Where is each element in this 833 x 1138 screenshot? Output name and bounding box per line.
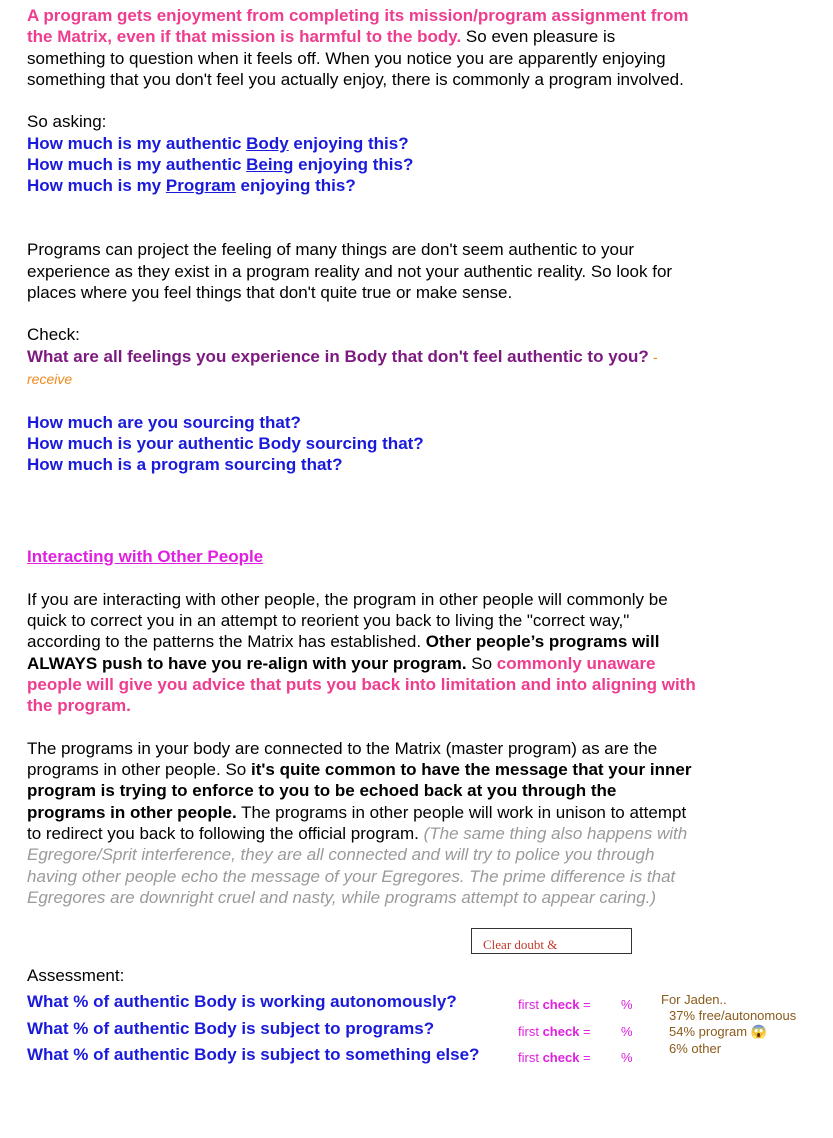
- highlight-program-enjoyment: A program gets enjoyment from completing its mission/program assignment from the Matrix, even if that mission is harmful to the body.: [27, 6, 689, 47]
- link-body[interactable]: Body: [246, 133, 289, 153]
- assessment-question-autonomous: What % of authentic Body is working autonomously?: [27, 992, 457, 1011]
- paragraph-programs-project: Programs can project the feeling of many things are don't seem authentic to your experience as they exist in a program reality and not your authentic reality. So look for places where you feel things that don't quite true or make sense.: [27, 240, 673, 302]
- sourcing-question-program: How much is a program sourcing that?: [27, 455, 343, 475]
- assessment-label: Assessment:: [27, 966, 125, 985]
- receive-note: -receive: [27, 348, 658, 388]
- note-program: 54% program 😱: [669, 1024, 767, 1039]
- sourcing-question-you: How much are you sourcing that?: [27, 412, 301, 432]
- paragraph-program-enjoyment: [27, 5, 697, 90]
- check-label: Check:: [27, 325, 80, 345]
- paragraph-program-enjoyment-text: So even pleasure is something to question when it feels off. When you notice you are apparently enjoying something that you don't feel you actually enjoy, there is commonly a program involved.: [27, 27, 684, 89]
- check-question: What are all feelings you experience in Body that don't feel authentic to you? -receive: [27, 346, 658, 388]
- note-free-autonomous: 37% free/autonomous: [669, 1008, 797, 1023]
- section-heading-other-people[interactable]: Interacting with Other People: [27, 547, 264, 567]
- percent-sign-3: %: [621, 1050, 633, 1065]
- percent-sign-2: %: [621, 1024, 633, 1039]
- question-program-enjoying: How much is my Program enjoying this?: [27, 176, 356, 196]
- paragraph-matrix-connection: The programs in your body are connected to the Matrix (master program) as are the programs in other people. So it's quite common to have the message that your inner program is trying to enforce to you to be echoed back at you through the programs in other people. The programs in other people will work in unison to attempt to redirect you back to following the official program. (The same thing also happens with Egregore/Sprit interference, they are all connected and will try to police you through having other people echo the message of your Egregores. The prime difference is that Egregores are downright cruel and nasty, while programs attempt to appear caring.): [27, 738, 692, 907]
- link-program[interactable]: Program: [165, 176, 236, 196]
- assessment-question-programs: What % of authentic Body is subject to programs?: [27, 1019, 435, 1038]
- note-other: 6% other: [669, 1041, 722, 1056]
- sourcing-question-body: How much is your authentic Body sourcing that?: [27, 433, 424, 453]
- first-check-3: first check =: [518, 1050, 591, 1065]
- egregore-note: (The same thing also happens with Egregore/Sprit interference, they are all connected and will try to police you through having other people echo the message of your Egregores. The prime difference is that Egregores are downright cruel and nasty, while programs attempt to appear caring.): [27, 823, 688, 907]
- asking-label: So asking:: [27, 112, 107, 132]
- first-check-1: first check =: [518, 997, 591, 1012]
- document-body: [27, 5, 697, 908]
- question-being-enjoying: How much is my authentic Being enjoying this?: [27, 155, 414, 175]
- clear-doubt-textbox[interactable]: Clear doubt &: [471, 928, 632, 954]
- first-check-2: first check =: [518, 1024, 591, 1039]
- paragraph-interacting: If you are interacting with other people, the program in other people will commonly be quick to correct you in an attempt to reorient you back to living the "correct way," according to the patterns the Matrix has established. Other people’s programs will ALWAYS push to have you re-align with your program. So commonly unaware people will give you advice that puts you back into limitation and into aligning with the program.: [27, 589, 696, 716]
- link-being[interactable]: Being: [246, 155, 294, 175]
- question-body-enjoying: How much is my authentic Body enjoying this?: [27, 133, 409, 153]
- assessment-question-else: What % of authentic Body is subject to something else?: [27, 1045, 480, 1064]
- note-title: For Jaden..: [661, 992, 727, 1007]
- percent-sign-1: %: [621, 997, 633, 1012]
